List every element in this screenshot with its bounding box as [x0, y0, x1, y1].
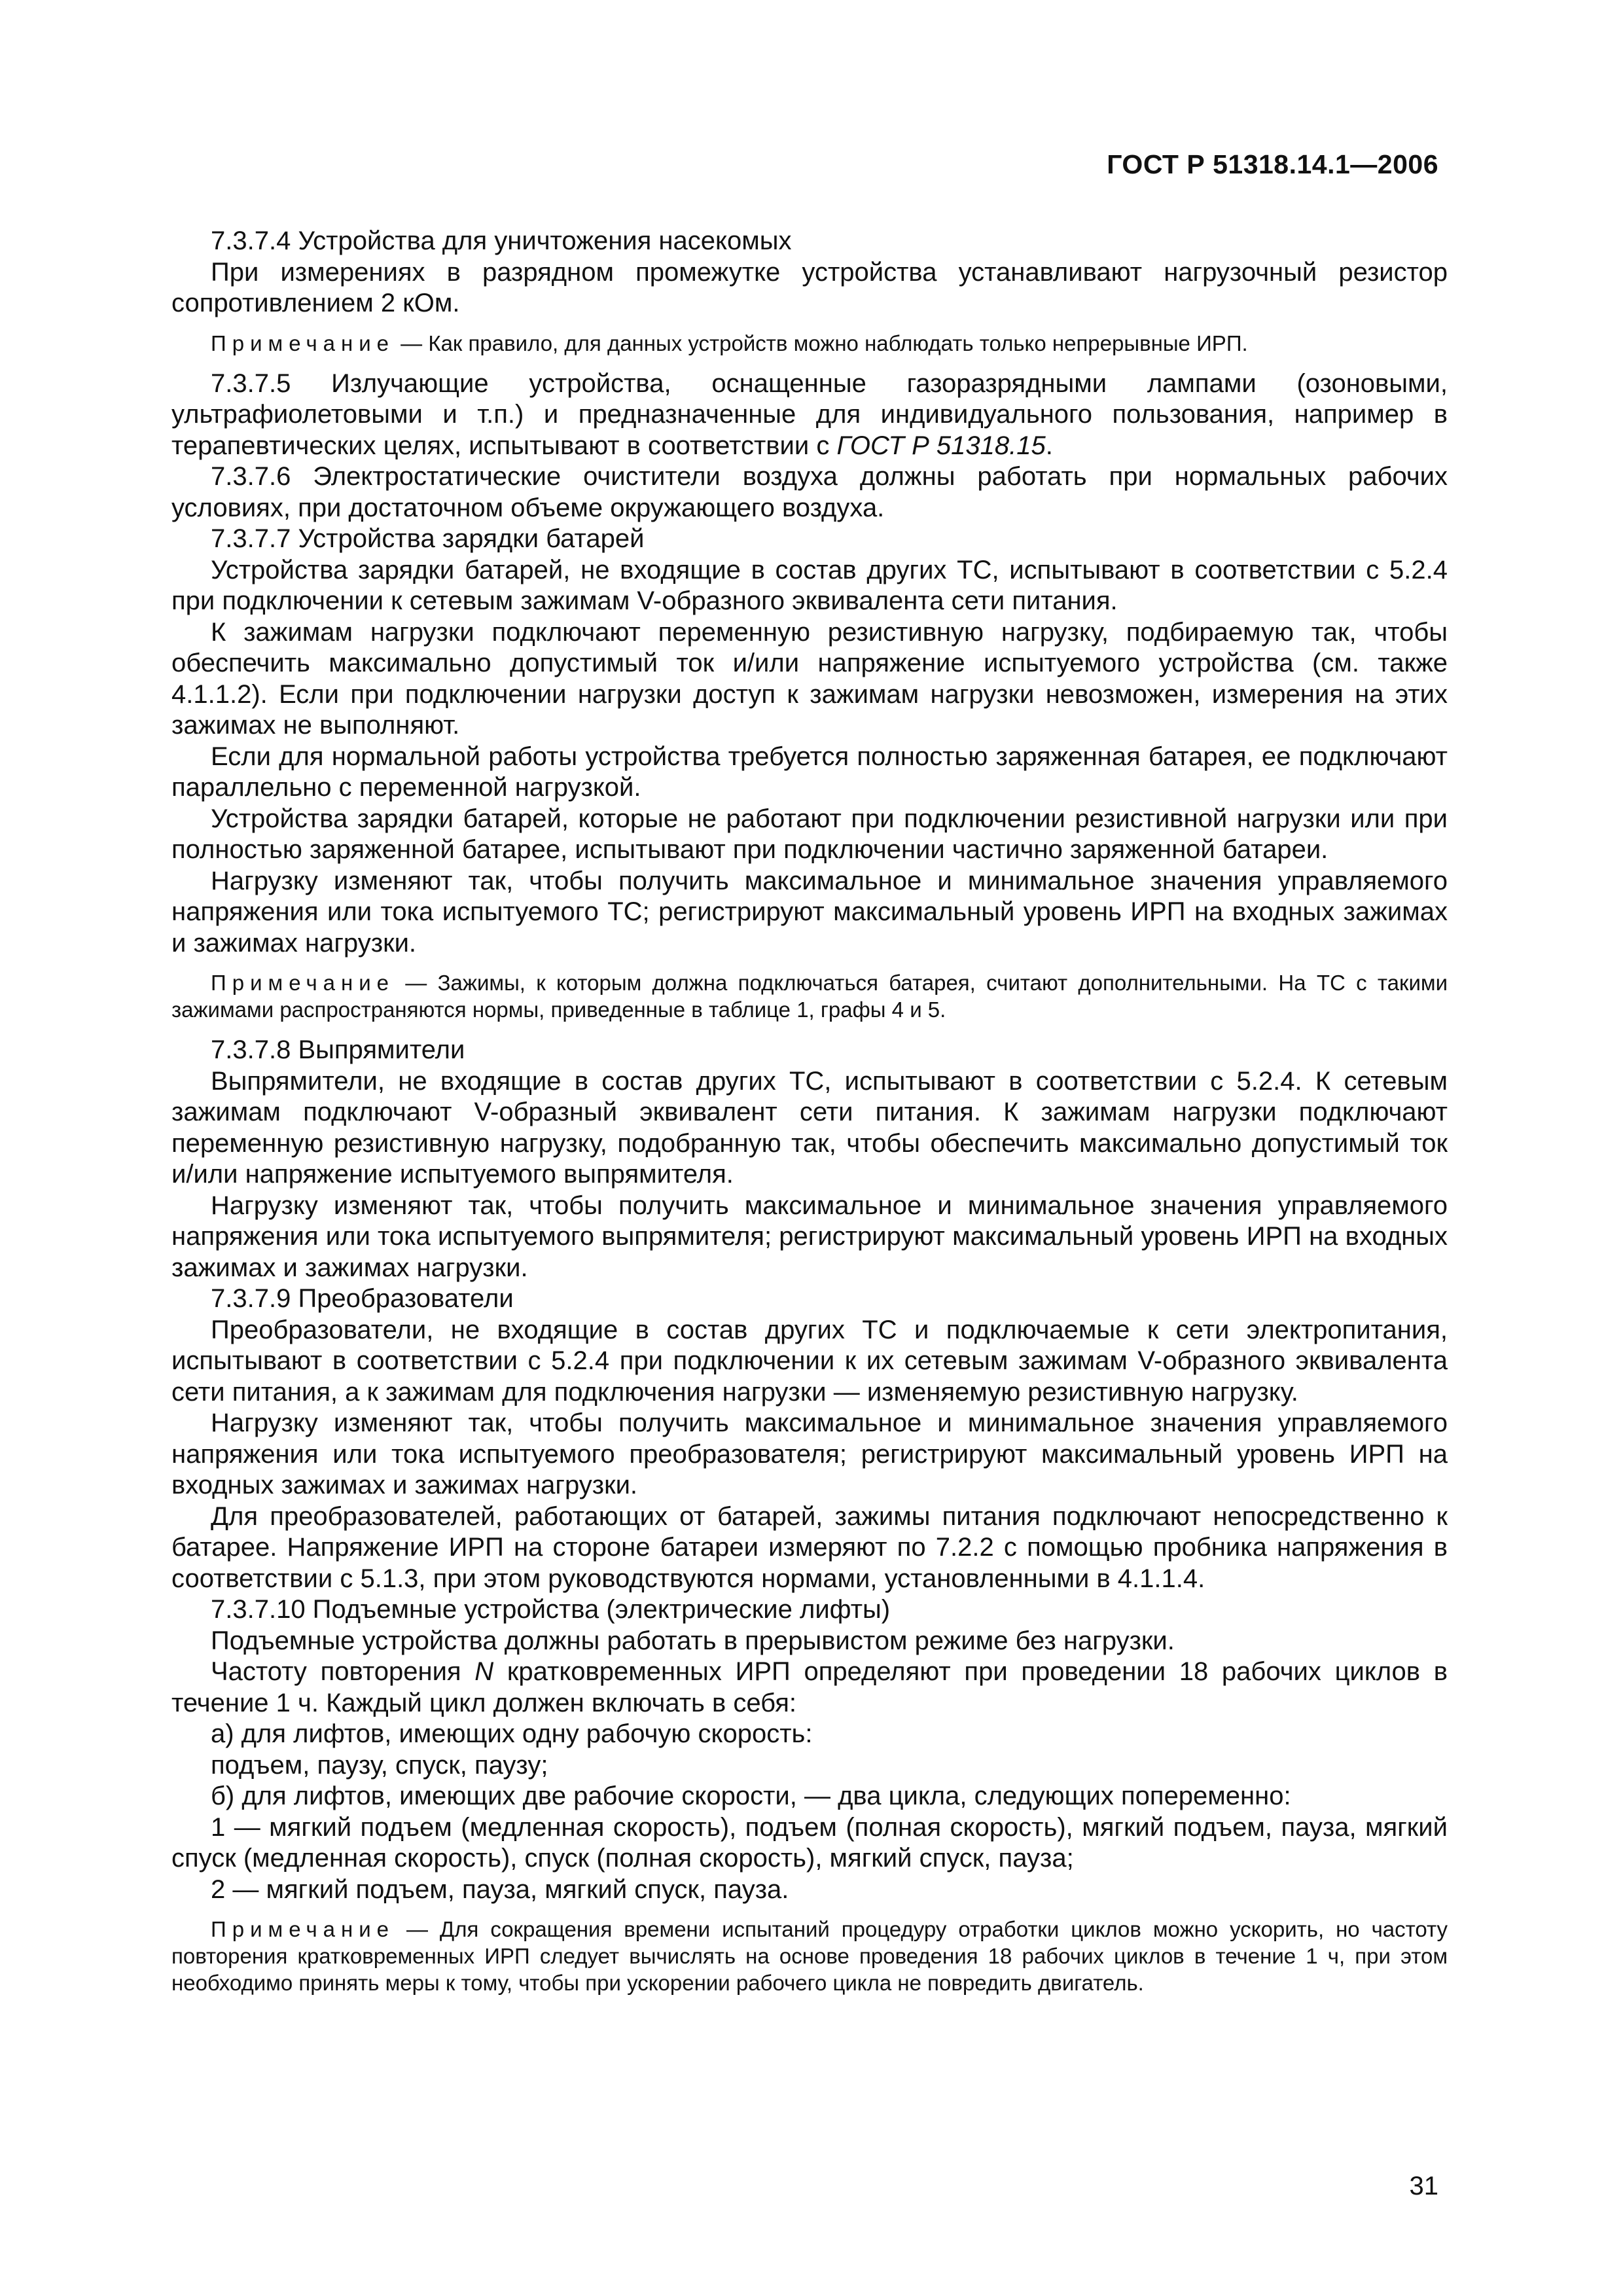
note-separator: —	[395, 331, 429, 355]
paragraph: Нагрузку изменяют так, чтобы получить максимальное и минимальное значения управляемого напряжения или тока испытуемого преобразователя; регистрируют максимальный уровень ИРП на входных зажимах и зажимах нагрузки.	[171, 1408, 1448, 1499]
section-heading-7-3-7-8: 7.3.7.8 Выпрямители	[211, 1035, 465, 1064]
paragraph: Нагрузку изменяют так, чтобы получить максимальное и минимальное значения управляемого напряжения или тока испытуемого ТС; регистрируют максимальный уровень ИРП на входных зажимах и зажимах нагрузки.	[171, 866, 1448, 958]
paragraph: Устройства зарядки батарей, не входящие в состав других ТС, испытывают в соответствии с 5.2.4 при подключении к сетевым зажимам V-образного эквивалента сети питания.	[171, 555, 1448, 615]
paragraph-text: Частоту повторения	[211, 1657, 475, 1686]
note	[171, 969, 1448, 1023]
paragraph-text: .	[1045, 431, 1053, 460]
paragraph: Подъемные устройства должны работать в прерывистом режиме без нагрузки.	[211, 1626, 1175, 1655]
list-item-b-2: 2 — мягкий подъем, пауза, мягкий спуск, пауза.	[211, 1874, 789, 1904]
variable-n: N	[474, 1657, 494, 1686]
note-separator: —	[395, 1917, 440, 1941]
paragraph-text: 7.3.7.5 Излучающие устройства, оснащенные газоразрядными лампами (озоновыми, ультрафиолетовыми и т.п.) и предназначенные для индивидуального пользования, например в терапевтических целях, испытывают в соответствии с	[171, 368, 1448, 460]
note-label: Примечание	[211, 1917, 395, 1941]
standard-reference: ГОСТ Р 51318.15	[836, 431, 1046, 460]
paragraph: Преобразователи, не входящие в состав других ТС и подключаемые к сети электропитания, испытывают в соответствии с 5.2.4 при подключении к их сетевым зажимам V-образного эквивалента сети питания, а к зажимам для подключения нагрузки — изменяемую резистивную нагрузку.	[171, 1315, 1448, 1407]
note-text: Как правило, для данных устройств можно наблюдать только непрерывные ИРП.	[428, 331, 1248, 355]
section-paragraph-7-3-7-5	[171, 368, 1448, 462]
note-label: Примечание	[211, 971, 395, 995]
page-number: 31	[1409, 2172, 1438, 2200]
document-code-header: ГОСТ Р 51318.14.1—2006	[1107, 149, 1438, 179]
paragraph-text: кратковременных ИРП определяют при проведении 18 рабочих циклов в течение 1 ч. Каждый цикл должен включать в себя:	[171, 1657, 1448, 1717]
note	[171, 330, 1448, 357]
note-label: Примечание	[211, 331, 395, 355]
list-item-b: б) для лифтов, имеющих две рабочие скорости, — два цикла, следующих попеременно:	[211, 1782, 1291, 1810]
section-heading-7-3-7-4: 7.3.7.4 Устройства для уничтожения насекомых	[211, 226, 792, 255]
paragraph: Для преобразователей, работающих от батарей, зажимы питания подключают непосредственно к батарее. Напряжение ИРП на стороне батареи измеряют по 7.2.2 с помощью пробника напряжения в соответствии с 5.1.3, при этом руководствуются нормами, установленными в 4.1.1.4.	[171, 1501, 1448, 1593]
note-separator: —	[395, 971, 438, 995]
list-item-a-detail: подъем, паузу, спуск, паузу;	[211, 1750, 548, 1780]
paragraph: К зажимам нагрузки подключают переменную резистивную нагрузку, подбираемую так, чтобы обеспечить максимально допустимый ток и/или напряжение испытуемого устройства (см. также 4.1.1.2). Если при подключении нагрузки доступ к зажимам нагрузки невозможен, измерения на этих зажимах не выполняют.	[171, 617, 1448, 740]
note-text: Зажимы, к которым должна подключаться батарея, считают дополнительными. На ТС с такими зажимами распространяются нормы, приведенные в таблице 1, графы 4 и 5.	[171, 971, 1448, 1022]
list-item-b-1: 1 — мягкий подъем (медленная скорость), подъем (полная скорость), мягкий подъем, пауза, мягкий спуск (медленная скорость), спуск (полная скорость), мягкий спуск, пауза;	[171, 1812, 1448, 1873]
list-item-a: а) для лифтов, имеющих одну рабочую скорость:	[211, 1719, 813, 1748]
paragraph	[171, 1657, 1448, 1719]
document-body	[171, 226, 1448, 2008]
section-heading-7-3-7-7: 7.3.7.7 Устройства зарядки батарей	[211, 524, 645, 553]
paragraph: При измерениях в разрядном промежутке устройства устанавливают нагрузочный резистор сопротивлением 2 кОм.	[171, 257, 1448, 317]
section-paragraph-7-3-7-6: 7.3.7.6 Электростатические очистители воздуха должны работать при нормальных рабочих условиях, при достаточном объеме окружающего воздуха.	[171, 462, 1448, 522]
note-text: Для сокращения времени испытаний процедуру отработки циклов можно ускорить, но частоту повторения кратковременных ИРП следует вычислять на основе проведения 18 рабочих циклов в течение 1 ч, при этом необходимо принять меры к тому, чтобы при ускорении рабочего цикла не повредить двигатель.	[171, 1917, 1448, 1995]
paragraph: Нагрузку изменяют так, чтобы получить максимальное и минимальное значения управляемого напряжения или тока испытуемого выпрямителя; регистрируют максимальный уровень ИРП на входных зажимах и зажимах нагрузки.	[171, 1191, 1448, 1282]
paragraph: Выпрямители, не входящие в состав других ТС, испытывают в соответствии с 5.2.4. К сетевым зажимам подключают V-образный эквивалент сети питания. К зажимам нагрузки подключают переменную резистивную нагрузку, подобранную так, чтобы обеспечить максимально допустимый ток и/или напряжение испытуемого выпрямителя.	[171, 1066, 1448, 1189]
note	[171, 1916, 1448, 1996]
section-heading-7-3-7-9: 7.3.7.9 Преобразователи	[211, 1284, 514, 1313]
section-heading-7-3-7-10: 7.3.7.10 Подъемные устройства (электрические лифты)	[211, 1595, 891, 1624]
paragraph: Если для нормальной работы устройства требуется полностью заряженная батарея, ее подключают параллельно с переменной нагрузкой.	[171, 742, 1448, 802]
paragraph: Устройства зарядки батарей, которые не работают при подключении резистивной нагрузки или при полностью заряженной батарее, испытывают при подключении частично заряженной батареи.	[171, 804, 1448, 864]
